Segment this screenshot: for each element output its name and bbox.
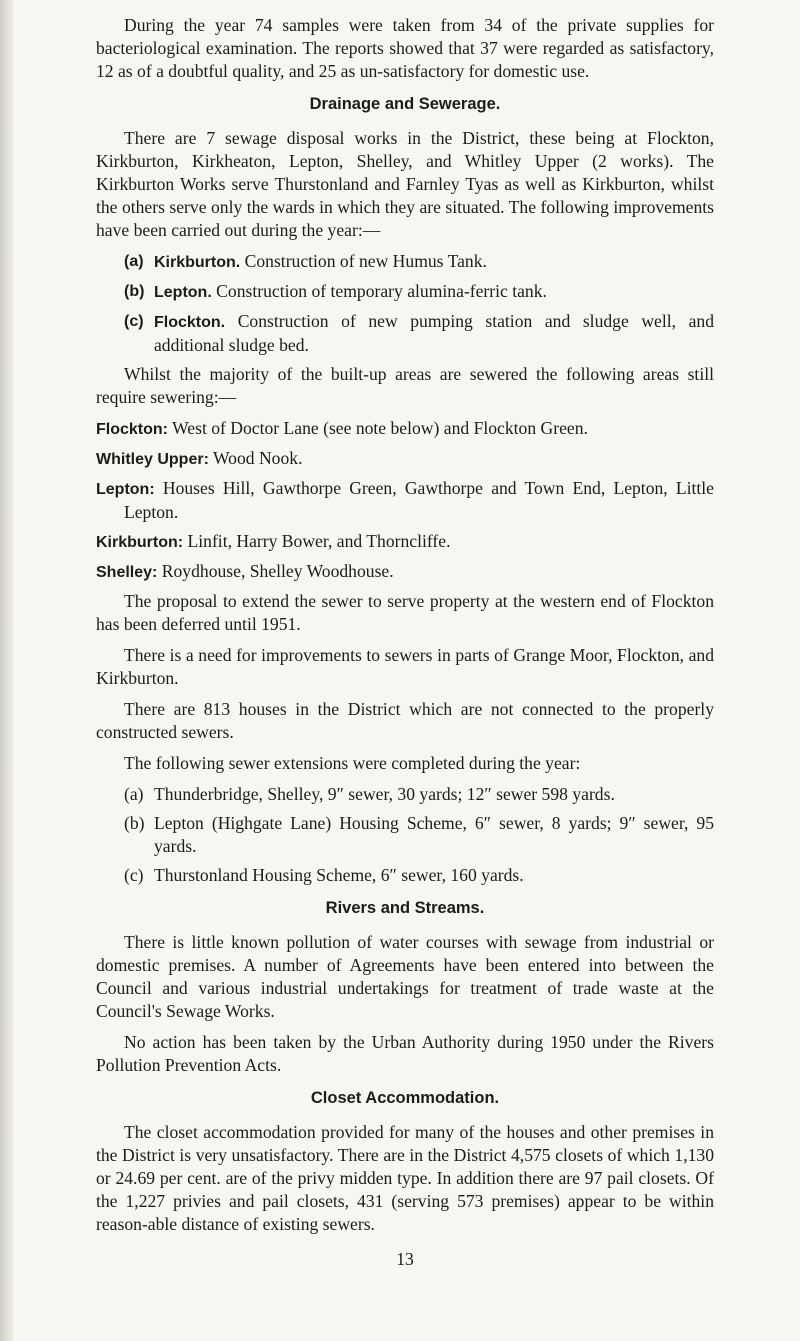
area-entry <box>96 530 714 554</box>
improvement-text: Construction of new Humus Tank. <box>244 251 487 271</box>
drainage-paragraph-5: There are 813 houses in the District which are not connected to the properly constructed sewers. <box>96 699 714 742</box>
improvement-text: Construction of temporary alumina-ferric tank. <box>216 281 547 301</box>
improvement-label: (b) <box>124 283 145 300</box>
extension-text: Thurstonland Housing Scheme, 6″ sewer, 160 yards. <box>154 865 524 885</box>
drainage-paragraph-2: Whilst the majority of the built-up areas are sewered the following areas still require sewering:— <box>96 364 714 407</box>
area-place: Shelley: <box>96 564 158 581</box>
area-place: Whitley Upper: <box>96 451 209 468</box>
page-edge-shadow <box>0 0 14 1341</box>
extension-item <box>96 864 714 887</box>
improvement-label: (c) <box>124 313 144 330</box>
improvement-item <box>96 250 714 274</box>
improvement-place: Kirkburton. <box>154 254 241 271</box>
area-place: Lepton: <box>96 481 155 498</box>
page-number: 13 <box>396 1249 414 1269</box>
improvement-text: Construction of new pumping station and sludge well, and additional sludge bed. <box>154 311 714 355</box>
intro-paragraph: During the year 74 samples were taken from 34 of the private supplies for bacteriological examination. The reports showed that 37 were regarded as satisfactory, 12 as of a doubtful quality, and 25 as un-satisfactory for domestic use. <box>96 15 714 81</box>
improvement-place: Lepton. <box>154 284 212 301</box>
extension-label: (b) <box>124 813 145 833</box>
area-entry <box>96 560 714 584</box>
area-entry <box>96 447 714 471</box>
page-content <box>96 14 714 1271</box>
area-entry <box>96 417 714 441</box>
improvement-item <box>96 280 714 304</box>
drainage-paragraph-4: There is a need for improvements to sewers in parts of Grange Moor, Flockton, and Kirkburton. <box>96 645 714 688</box>
improvement-item <box>96 310 714 357</box>
extension-text: Thunderbridge, Shelley, 9″ sewer, 30 yards; 12″ sewer 598 yards. <box>154 784 615 804</box>
area-text: Wood Nook. <box>212 448 303 468</box>
area-entry <box>96 477 714 524</box>
area-text: Roydhouse, Shelley Woodhouse. <box>161 561 394 581</box>
extension-label: (c) <box>124 865 144 885</box>
area-place: Flockton: <box>96 421 168 438</box>
extension-text: Lepton (Highgate Lane) Housing Scheme, 6″ sewer, 8 yards; 9″ sewer, 95 yards. <box>154 813 714 856</box>
area-text: West of Doctor Lane (see note below) and Flockton Green. <box>172 418 588 438</box>
extension-label: (a) <box>124 784 144 804</box>
closet-paragraph-1: The closet accommodation provided for many of the houses and other premises in the District is very unsatisfactory. There are in the District 4,575 closets of which 1,130 or 24.69 per cent. are of the privy midden type. In addition there are 97 pail closets. Of the 1,227 privies and pail closets, 431 (serving 573 premises) appear to be within reason-able distance of existing sewers. <box>96 1122 714 1234</box>
area-text: Linfit, Harry Bower, and Thorncliffe. <box>187 531 451 551</box>
area-place: Kirkburton: <box>96 534 184 551</box>
drainage-heading: Drainage and Sewerage. <box>309 95 501 113</box>
rivers-paragraph-1: There is little known pollution of water courses with sewage from industrial or domestic premises. A number of Agreements have been entered into between the Council and various industrial undertakings for treatment of trade waste at the Council's Sewage Works. <box>96 932 714 1021</box>
rivers-paragraph-2: No action has been taken by the Urban Authority during 1950 under the Rivers Pollution Prevention Acts. <box>96 1032 714 1075</box>
area-text: Houses Hill, Gawthorpe Green, Gawthorpe and Town End, Lepton, Little Lepton. <box>124 478 714 522</box>
extension-item <box>96 812 714 858</box>
improvement-label: (a) <box>124 253 144 270</box>
drainage-paragraph-3: The proposal to extend the sewer to serve property at the western end of Flockton has been deferred until 1951. <box>96 591 714 634</box>
improvement-place: Flockton. <box>154 314 226 331</box>
rivers-heading: Rivers and Streams. <box>325 899 485 917</box>
drainage-paragraph-6: The following sewer extensions were completed during the year: <box>124 753 581 773</box>
extension-item <box>96 783 714 806</box>
drainage-paragraph-1: There are 7 sewage disposal works in the District, these being at Flockton, Kirkburton, Kirkheaton, Lepton, Shelley, and Whitley Upper (2 works). The Kirkburton Works serve Thurstonland and Farnley Tyas as well as Kirkburton, whilst the others serve only the wards in which they are situated. The following improvements have been carried out during the year:— <box>96 128 714 240</box>
closet-heading: Closet Accommodation. <box>310 1089 500 1107</box>
